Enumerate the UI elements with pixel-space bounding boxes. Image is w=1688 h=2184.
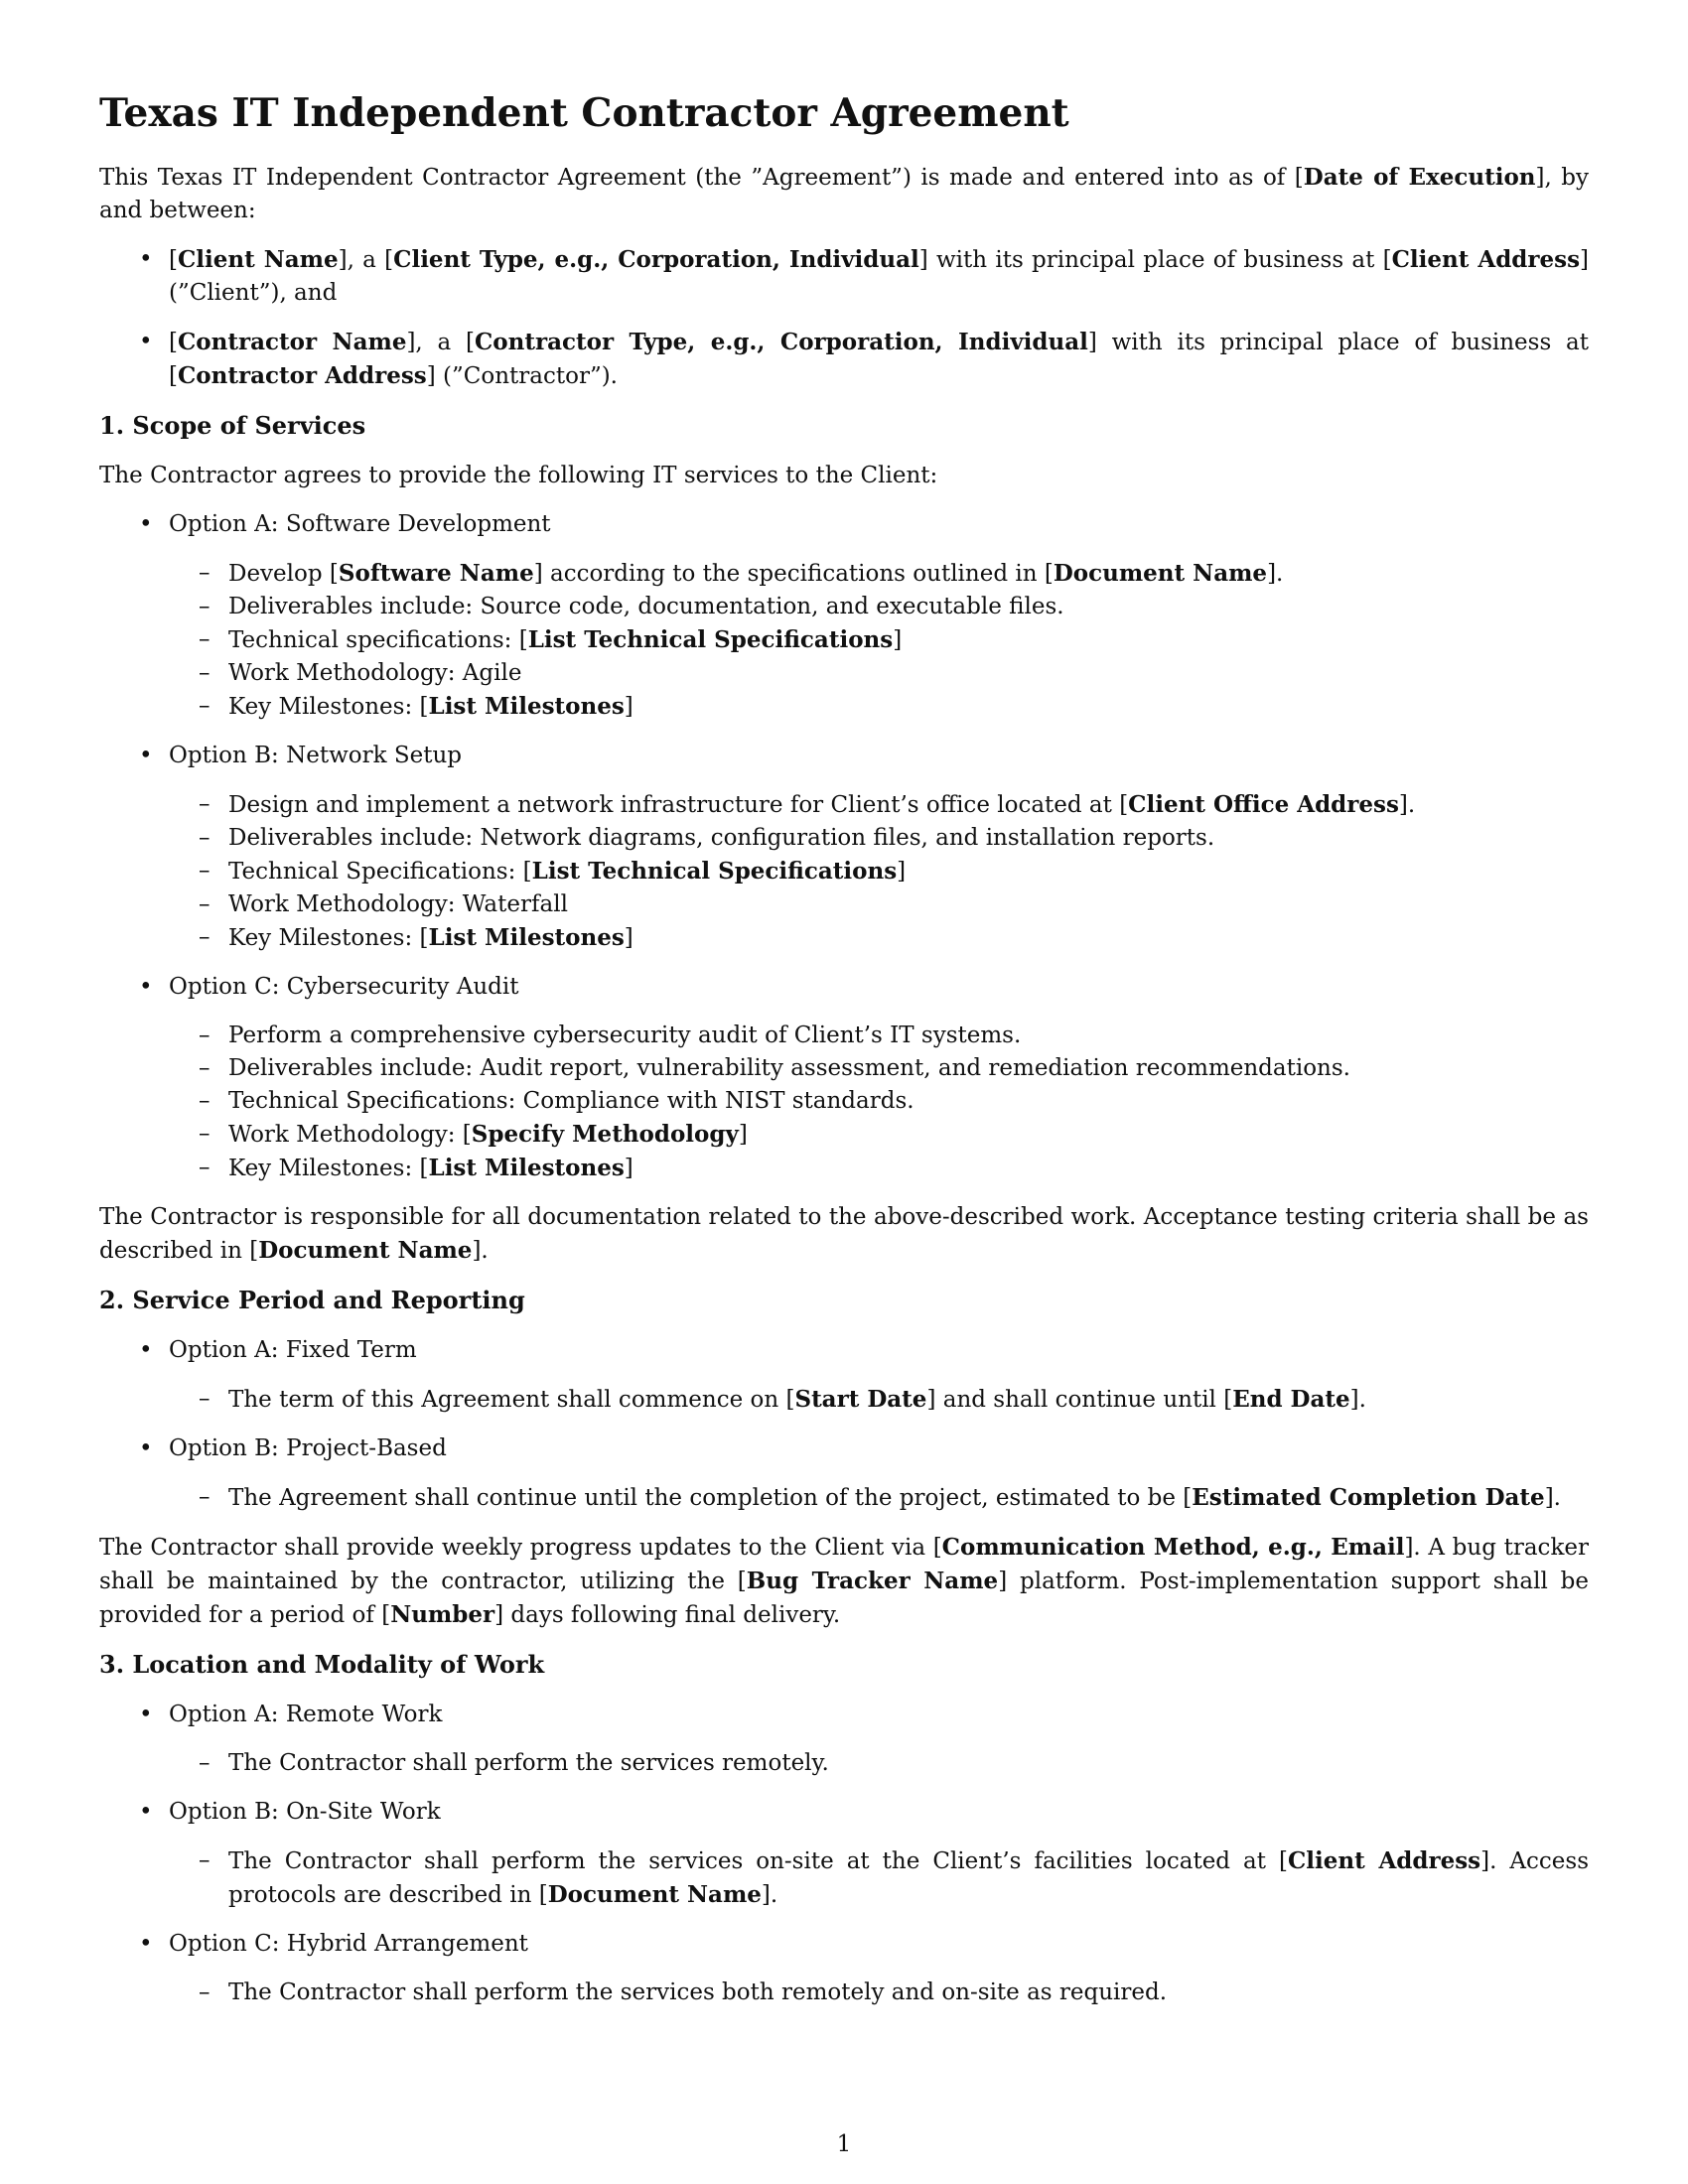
party-text: ], a [ bbox=[338, 247, 394, 273]
detail-item: – Technical Specifications: Compliance with NIST standards. bbox=[169, 1085, 1589, 1118]
detail-item: – Perform a comprehensive cybersecurity audit of Client’s IT systems. bbox=[169, 1020, 1589, 1052]
detail-item bbox=[169, 1118, 1589, 1152]
option-on-site-work bbox=[99, 1796, 1589, 1912]
detail-text: Develop [ bbox=[228, 561, 339, 587]
detail-item: – Work Methodology: Waterfall bbox=[169, 888, 1589, 921]
detail-text: ]. bbox=[1267, 561, 1284, 587]
detail-item bbox=[169, 690, 1589, 724]
detail-text: ] bbox=[897, 859, 907, 885]
detail-text: Design and implement a network infrastructure for Client’s office located at [ bbox=[228, 792, 1129, 818]
page-number: 1 bbox=[836, 2131, 852, 2157]
detail-item: – Deliverables include: Network diagrams, configuration files, and installation reports. bbox=[169, 822, 1589, 855]
detail-item: – Deliverables include: Source code, documentation, and executable files. bbox=[169, 591, 1589, 623]
detail-text: Work Methodology: [ bbox=[228, 1122, 472, 1148]
section-2-closing bbox=[99, 1531, 1589, 1632]
paragraph-text: ] platform. Post-implementation support shall be provided for a period of [ bbox=[99, 1569, 1589, 1628]
detail-text: ] and shall continue until [ bbox=[926, 1387, 1233, 1413]
party-contractor bbox=[99, 326, 1589, 393]
detail-text: ] bbox=[624, 1156, 633, 1181]
option-label: Option B: Network Setup bbox=[169, 743, 463, 768]
detail-text: ] according to the specifications outlined in [ bbox=[533, 561, 1054, 587]
option-software-development bbox=[99, 508, 1589, 724]
placeholder-number: Number bbox=[390, 1601, 495, 1628]
detail-text: Technical specifications: [ bbox=[228, 627, 528, 653]
option-label: Option A: Software Development bbox=[169, 511, 551, 537]
detail-item bbox=[169, 1481, 1589, 1515]
intro-text: This Texas IT Independent Contractor Agreement (the ”Agreement”) is made and entered into as of [ bbox=[99, 165, 1304, 191]
option-label: Option B: On-Site Work bbox=[169, 1799, 441, 1825]
intro-paragraph bbox=[99, 161, 1589, 227]
party-text: ] (”Client”), and bbox=[169, 247, 1589, 306]
placeholder-contractor-address: Contractor Address bbox=[177, 362, 427, 389]
party-text: ] (”Contractor”). bbox=[426, 363, 618, 389]
paragraph-text: ] days following final delivery. bbox=[494, 1602, 841, 1628]
placeholder-milestones: List Milestones bbox=[428, 924, 625, 951]
detail-item bbox=[169, 1844, 1589, 1912]
section-3-options bbox=[99, 1699, 1589, 2009]
placeholder-document-name: Document Name bbox=[1053, 560, 1268, 587]
placeholder-milestones: List Milestones bbox=[428, 1155, 625, 1181]
placeholder-estimated-completion-date: Estimated Completion Date bbox=[1192, 1484, 1545, 1511]
detail-text: ] bbox=[624, 925, 633, 951]
option-details bbox=[169, 1020, 1589, 1185]
detail-item bbox=[169, 788, 1589, 822]
section-1-heading: 1. Scope of Services bbox=[99, 411, 366, 440]
paragraph-text: ]. A bug tracker shall be maintained by the contractor, utilizing the [ bbox=[99, 1535, 1589, 1594]
placeholder-communication-method: Communication Method, e.g., Email bbox=[941, 1534, 1405, 1561]
section-3-heading: 3. Location and Modality of Work bbox=[99, 1650, 545, 1679]
detail-item bbox=[169, 623, 1589, 657]
option-project-based bbox=[99, 1433, 1589, 1515]
document-title: Texas IT Independent Contractor Agreement bbox=[99, 90, 1069, 136]
detail-item bbox=[169, 1383, 1589, 1417]
section-2-options bbox=[99, 1334, 1589, 1515]
detail-text: The Agreement shall continue until the completion of the project, estimated to be [ bbox=[228, 1485, 1193, 1511]
party-text: [ bbox=[169, 330, 178, 355]
placeholder-client-address: Client Address bbox=[1287, 1847, 1481, 1874]
placeholder-date-of-execution: Date of Execution bbox=[1303, 164, 1536, 191]
detail-text: ]. bbox=[1398, 792, 1416, 818]
placeholder-end-date: End Date bbox=[1232, 1386, 1350, 1413]
option-details bbox=[169, 1747, 1589, 1780]
placeholder-client-address: Client Address bbox=[1391, 246, 1581, 273]
placeholder-document-name: Document Name bbox=[258, 1237, 473, 1264]
option-cybersecurity-audit bbox=[99, 971, 1589, 1185]
section-2-heading: 2. Service Period and Reporting bbox=[99, 1286, 525, 1314]
detail-text: ]. bbox=[1349, 1387, 1366, 1413]
party-text: ] with its principal place of business at [ bbox=[918, 247, 1392, 273]
detail-text: Key Milestones: [ bbox=[228, 925, 429, 951]
option-details bbox=[169, 1844, 1589, 1912]
placeholder-client-name: Client Name bbox=[177, 246, 339, 273]
option-details bbox=[169, 557, 1589, 724]
option-details bbox=[169, 1383, 1589, 1417]
detail-item bbox=[169, 1152, 1589, 1185]
option-hybrid-arrangement bbox=[99, 1928, 1589, 2009]
detail-text: The term of this Agreement shall commence on [ bbox=[228, 1387, 795, 1413]
placeholder-tech-specs: List Technical Specifications bbox=[527, 626, 894, 653]
option-label: Option C: Hybrid Arrangement bbox=[169, 1931, 528, 1957]
detail-text: ]. bbox=[761, 1882, 778, 1908]
parties-list bbox=[99, 243, 1589, 393]
detail-text: Key Milestones: [ bbox=[228, 1156, 429, 1181]
intro-text: ], by and between: bbox=[99, 165, 1590, 223]
option-fixed-term bbox=[99, 1334, 1589, 1417]
detail-text: ]. bbox=[1544, 1485, 1561, 1511]
detail-text: ]. Access protocols are described in [ bbox=[228, 1848, 1589, 1908]
detail-text: Key Milestones: [ bbox=[228, 694, 429, 720]
option-label: Option C: Cybersecurity Audit bbox=[169, 974, 519, 1000]
placeholder-methodology: Specify Methodology bbox=[471, 1121, 739, 1148]
detail-text: ] bbox=[893, 627, 903, 653]
placeholder-client-type: Client Type, e.g., Corporation, Individual bbox=[393, 246, 919, 273]
detail-text: ] bbox=[624, 694, 633, 720]
option-network-setup bbox=[99, 740, 1589, 955]
party-text: ] with its principal place of business at [ bbox=[169, 330, 1590, 389]
placeholder-software-name: Software Name bbox=[338, 560, 534, 587]
paragraph-text: The Contractor is responsible for all documentation related to the above-described work. Acceptance testing criteria shall be as described in [ bbox=[99, 1204, 1589, 1264]
option-label: Option A: Remote Work bbox=[169, 1702, 443, 1727]
party-text: ], a [ bbox=[406, 330, 475, 355]
paragraph-text: The Contractor shall provide weekly progress updates to the Client via [ bbox=[99, 1535, 942, 1561]
detail-text: The Contractor shall perform the services on-site at the Client’s facilities located at [ bbox=[228, 1848, 1288, 1874]
detail-item: – The Contractor shall perform the services both remotely and on-site as required. bbox=[169, 1977, 1589, 2009]
detail-text: ] bbox=[738, 1122, 748, 1148]
placeholder-contractor-name: Contractor Name bbox=[177, 329, 407, 355]
option-remote-work bbox=[99, 1699, 1589, 1780]
section-1-closing bbox=[99, 1201, 1589, 1268]
section-1-lead: The Contractor agrees to provide the following IT services to the Client: bbox=[99, 463, 938, 488]
document-page bbox=[99, 79, 1589, 2025]
section-1-options bbox=[99, 508, 1589, 1185]
placeholder-document-name: Document Name bbox=[547, 1881, 762, 1908]
option-details bbox=[169, 1481, 1589, 1515]
option-label: Option B: Project-Based bbox=[169, 1435, 447, 1461]
placeholder-contractor-type: Contractor Type, e.g., Corporation, Individual bbox=[474, 329, 1088, 355]
detail-text: Technical Specifications: [ bbox=[228, 859, 532, 885]
placeholder-start-date: Start Date bbox=[794, 1386, 927, 1413]
option-label: Option A: Fixed Term bbox=[169, 1337, 417, 1363]
option-details bbox=[169, 788, 1589, 955]
detail-item bbox=[169, 855, 1589, 888]
party-client bbox=[99, 243, 1589, 310]
detail-item: – Work Methodology: Agile bbox=[169, 657, 1589, 690]
placeholder-tech-specs: List Technical Specifications bbox=[531, 858, 898, 885]
detail-item: – Deliverables include: Audit report, vulnerability assessment, and remediation recommendations. bbox=[169, 1052, 1589, 1085]
detail-item: – The Contractor shall perform the services remotely. bbox=[169, 1747, 1589, 1780]
party-text: [ bbox=[169, 247, 178, 273]
detail-item bbox=[169, 557, 1589, 591]
option-details bbox=[169, 1977, 1589, 2009]
paragraph-text: ]. bbox=[472, 1238, 489, 1264]
placeholder-milestones: List Milestones bbox=[428, 693, 625, 720]
detail-item bbox=[169, 921, 1589, 955]
placeholder-client-office-address: Client Office Address bbox=[1128, 791, 1399, 818]
placeholder-bug-tracker-name: Bug Tracker Name bbox=[746, 1568, 999, 1594]
